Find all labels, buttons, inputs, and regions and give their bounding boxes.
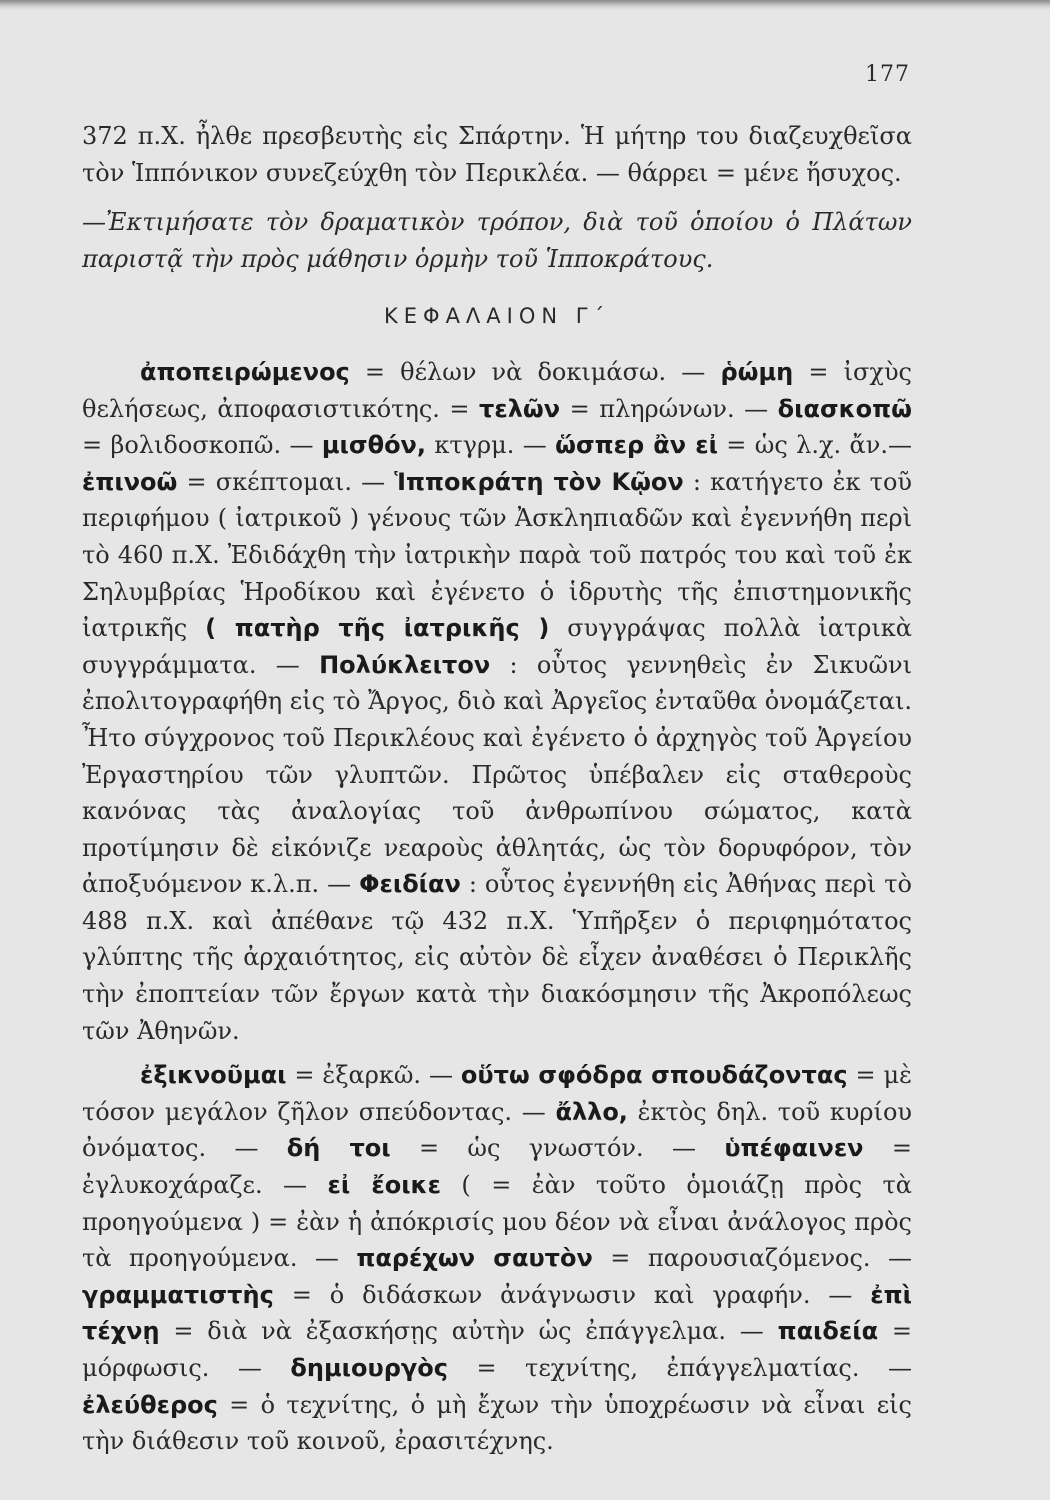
vocab-gloss: ἐκτὸς δηλ. τοῦ κυρίου ὀνόματος. — — [82, 1097, 912, 1163]
vocab-gloss: = θέλων νὰ δοκιμάσω. — — [349, 357, 721, 386]
vocab-gloss: = ὡς γνωστόν. — — [390, 1134, 725, 1163]
vocab-term: μισθόν, — [321, 431, 427, 460]
vocab-gloss: = τεχνίτης, ἐπάγγελματίας. — — [447, 1354, 912, 1382]
vocabulary-paragraph-2 — [82, 1057, 912, 1460]
vocab-term: ῥώμη — [720, 357, 794, 386]
vocab-gloss: = πληρώνων. — — [560, 394, 778, 423]
vocab-gloss: = ὁ διδάσκων ἀνάγνωσιν καὶ γραφήν. — — [273, 1280, 871, 1309]
vocab-gloss: = μόρφωσις. — — [82, 1317, 912, 1382]
vocab-gloss: : οὗτος ἐγεννήθη εἰς Ἀθήνας περὶ τὸ 488 π.Χ. καὶ ἀπέθανε τῷ 432 π.Χ. Ὑπῆρξεν ὁ περιφημότατος γλύπτης τῆς ἀρχαιότητος, εἰς αὐτὸν δὲ εἶχεν ἀναθέσει ὁ Περικλῆς τὴν ἐποπτείαν τῶν ἔργων κατὰ τὴν διακόσμησιν τῆς Ἀκροπόλεως τῶν Ἀθηνῶν. — [82, 870, 913, 1045]
vocab-gloss: = παρουσιαζόμενος. — — [592, 1244, 912, 1273]
vocab-gloss: κτγρμ. — — [426, 431, 556, 460]
vocab-gloss: : οὗτος γεννηθεὶς ἐν Σικυῶνι ἐπολιτογραφήθη εἰς τὸ Ἄργος, διὸ καὶ Ἀργεῖος ἐνταῦθα ὀνομάζεται. Ἦτο σύγχρονος τοῦ Περικλέους καὶ ἐγένετο ὁ ἀρχηγὸς τοῦ Ἀργείου Ἐργαστηρίου τῶν γλυπτῶν. Πρῶτος ὑπέβαλεν εἰς σταθεροὺς κανόνας τὰς ἀναλογίας τοῦ ἀνθρωπίνου σώματος, κατὰ προτίμησιν δὲ εἰκόνιζε νεαροὺς ἀθλητάς, ὡς τὸν δορυφόρον, τὸν ἀποξυόμενον κ.λ.π. — — [82, 650, 913, 899]
vocab-gloss: = μὲ τόσον μεγάλον ζῆλον σπεύδοντας. — — [82, 1061, 912, 1126]
vocab-term: διασκοπῶ — [777, 394, 913, 423]
vocab-term: ἐλεύθερος — [82, 1390, 218, 1419]
vocab-gloss: = ἐξαρκῶ. — — [286, 1061, 461, 1090]
vocab-gloss: συγγράψας πολλὰ ἰατρικὰ συγγράμματα. — — [82, 614, 912, 679]
vocab-term: ὥσπερ ἂν εἰ — [555, 431, 718, 460]
vocab-gloss: = ὁ τεχνίτης, ὁ μὴ ἔχων τὴν ὑποχρέωσιν νὰ εἶναι εἰς τὴν διάθεσιν τοῦ κοινοῦ, ἐρασιτέχνης. — [82, 1390, 912, 1456]
vocab-gloss: = ὡς λ.χ. ἄν.— — [717, 431, 912, 460]
vocab-term: Φειδίαν — [359, 870, 461, 899]
vocab-term: ὑπέφαινεν — [724, 1134, 864, 1163]
vocab-term: εἰ ἔοικε — [327, 1171, 441, 1200]
vocab-gloss: = διὰ νὰ ἐξασκήσῃς αὐτὴν ὡς ἐπάγγελμα. — — [159, 1317, 778, 1346]
vocab-term: οὕτω σφόδρα σπουδάζοντας — [460, 1061, 848, 1090]
vocab-gloss: : κατήγετο ἐκ τοῦ περιφήμου ( ἰατρικοῦ ) γένους τῶν Ἀσκληπιαδῶν καὶ ἐγεννήθη περὶ τὸ 460 π.Χ. Ἐδιδάχθη τὴν ἰατρικὴν παρὰ τοῦ πατρός του καὶ τοῦ ἐκ Σηλυμβρίας Ἡροδίκου καὶ ἐγένετο ὁ ἱδρυτὴς τῆς ἐπιστημονικῆς ἰατρικῆς — [82, 467, 912, 643]
vocab-term: Ἱπποκράτη τὸν Κῷον — [394, 467, 684, 496]
vocab-term: ἐπὶ τέχνῃ — [82, 1280, 912, 1346]
vocab-term: δημιουργὸς — [290, 1354, 448, 1382]
page-number: 177 — [865, 62, 910, 87]
vocab-term: παιδεία — [777, 1317, 879, 1346]
chapter-heading: ΚΕΦΑΛΑΙΟΝ Γ΄ — [384, 304, 610, 329]
vocab-term: δή τοι — [286, 1134, 391, 1163]
vocab-gloss: = ἐγλυκοχάραζε. — — [82, 1134, 912, 1200]
page-body — [82, 118, 912, 1460]
vocab-gloss: ( = ἐὰν τοῦτο ὁμοιάζῃ πρὸς τὰ προηγούμενα ) = ἐὰν ἡ ἀπόκρισίς μου δέον νὰ εἶναι ἀνάλογος πρὸς τὰ προηγούμενα. — — [82, 1171, 912, 1273]
vocabulary-paragraph-1 — [82, 354, 912, 1049]
vocab-gloss: = ἰσχὺς θελήσεως, ἀποφασιστικότης. = — [82, 357, 912, 423]
vocab-term: ἄλλο, — [555, 1097, 628, 1126]
vocab-term: παρέχων σαυτὸν — [356, 1244, 593, 1273]
vocab-term: ( πατὴρ τῆς ἰατρικῆς ) — [205, 614, 550, 643]
vocab-term: γραμματιστὴς — [82, 1280, 274, 1309]
scan-top-edge — [0, 0, 1050, 10]
vocab-term: ἐξικνοῦμαι — [140, 1061, 287, 1090]
vocab-term: τελῶν — [479, 394, 561, 423]
vocab-term: ἐπινοῶ — [82, 467, 178, 496]
vocab-gloss: = σκέπτομαι. — — [177, 467, 395, 496]
vocab-term: Πολύκλειτον — [319, 650, 491, 679]
exercise-question: —Ἐκτιμήσατε τὸν δραματικὸν τρόπον, διὰ τοῦ ὁποίου ὁ Πλάτων παριστᾷ τὴν πρὸς μάθησιν ὁρμὴν τοῦ Ἱπποκράτους. — [82, 208, 912, 273]
opening-paragraph: 372 π.Χ. ἦλθε πρεσβευτὴς εἰς Σπάρτην. Ἡ μήτηρ του διαζευχθεῖσα τὸν Ἱππόνικον συνεζεύχθη τὸν Περικλέα. — θάρρει = μένε ἥσυχος. — [82, 122, 912, 187]
vocab-term: ἀποπειρώμενος — [140, 357, 350, 386]
vocab-gloss: = βολιδοσκοπῶ. — — [82, 431, 322, 460]
